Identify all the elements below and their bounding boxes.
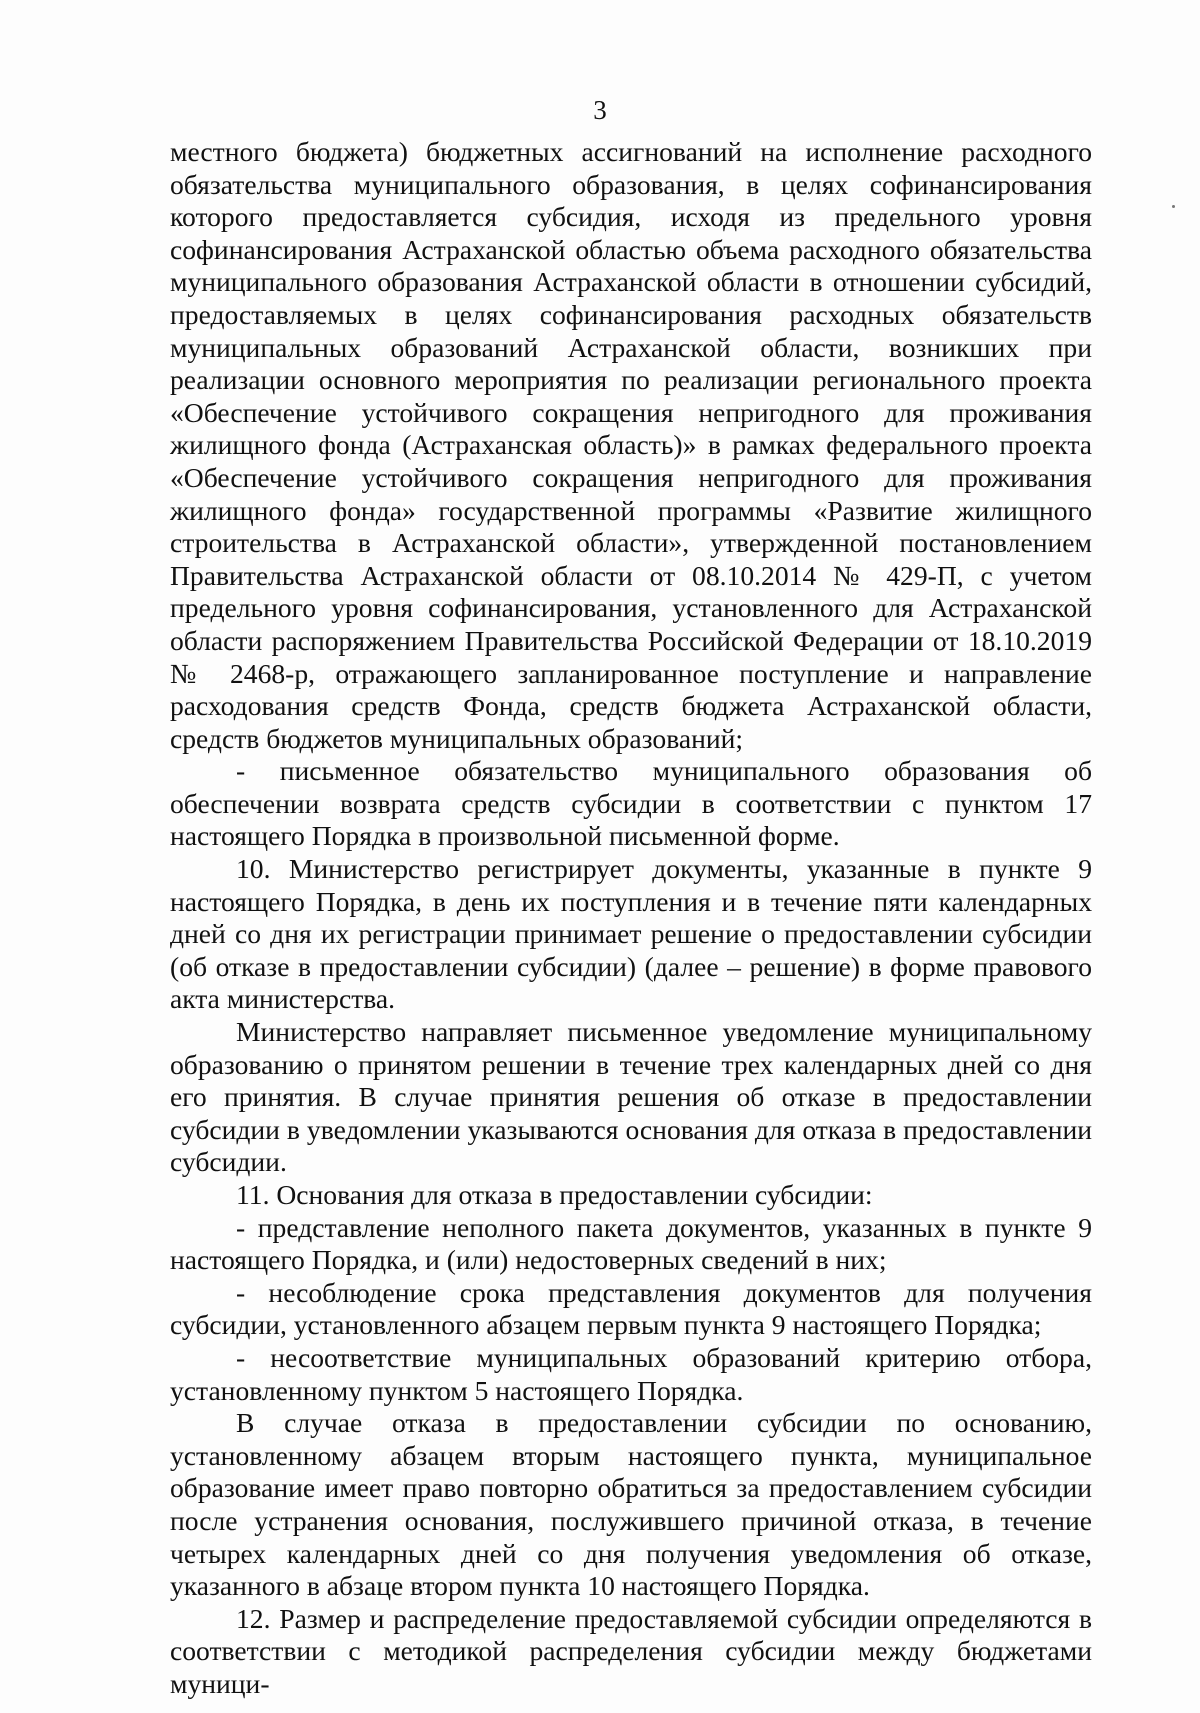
paragraph-6: - представление неполного пакета документов, указанных в пункте 9 настоящего Порядка, и (или) недостоверных сведений в них; [170, 1211, 1092, 1276]
paragraph-7: - несоблюдение срока представления документов для получения субсидии, установленного абзацем первым пункта 9 настоящего Порядка; [170, 1276, 1092, 1341]
paragraph-2: - письменное обязательство муниципального образования об обеспечении возврата средств субсидии в соответствии с пунктом 17 настоящего Порядка в произвольной письменной форме. [170, 755, 1092, 852]
paragraph-1: местного бюджета) бюджетных ассигнований на исполнение расходного обязательства муниципального образования, в целях софинансирования которого предоставляется субсидия, исходя из предельного уровня софинансирования Астраханской областью объема расходного обязательства муниципального образования Астраханской области в отношении субсидий, предоставляемых в целях софинансирования расходных обязательств муниципальных образований Астраханской области, возникших при реализации основного мероприятия по реализации регионального проекта «Обеспечение устойчивого сокращения непригодного для проживания жилищного фонда (Астраханская область)» в рамках федерального проекта «Обеспечение устойчивого сокращения непригодного для проживания жилищного фонда» государственной программы «Развитие жилищного строительства в Астраханской области», утвержденной постановлением Правительства Астраханской области от 08.10.2014 № 429-П, с учетом предельного уровня софинансирования, установленного для Астраханской области распоряжением Правительства Российской Федерации от 18.10.2019 № 2468-р, отражающего запланированное поступление и направление расходования средств Фонда, средств бюджета Астраханской области, средств бюджетов муниципальных образований; [170, 136, 1092, 754]
scan-speck [1172, 205, 1175, 208]
document-body [170, 136, 1092, 1701]
paragraph-3: 10. Министерство регистрирует документы, указанные в пункте 9 настоящего Порядка, в день их поступления и в течение пяти календарных дней со дня их регистрации принимает решение о предоставлении субсидии (об отказе в предоставлении субсидии) (далее – решение) в форме правового акта министерства. [170, 853, 1092, 1015]
page-number: 3 [593, 95, 607, 125]
paragraph-4: Министерство направляет письменное уведомление муниципальному образованию о принятом решении в течение трех календарных дней со дня его принятия. В случае принятия решения об отказе в предоставлении субсидии в уведомлении указываются основания для отказа в предоставлении субсидии. [170, 1016, 1092, 1178]
paragraph-8: - несоответствие муниципальных образований критерию отбора, установленному пунктом 5 настоящего Порядка. [170, 1341, 1092, 1406]
paragraph-10: 12. Размер и распределение предоставляемой субсидии определяются в соответствии с методикой распределения субсидии между бюджетами муници- [170, 1602, 1092, 1699]
paragraph-9: В случае отказа в предоставлении субсидии по основанию, установленному абзацем вторым настоящего пункта, муниципальное образование имеет право повторно обратиться за предоставлением субсидии после устранения основания, послужившего причиной отказа, в течение четырех календарных дней со дня получения уведомления об отказе, указанного в абзаце втором пункта 10 настоящего Порядка. [170, 1407, 1092, 1602]
paragraph-5: 11. Основания для отказа в предоставлении субсидии: [236, 1179, 873, 1210]
